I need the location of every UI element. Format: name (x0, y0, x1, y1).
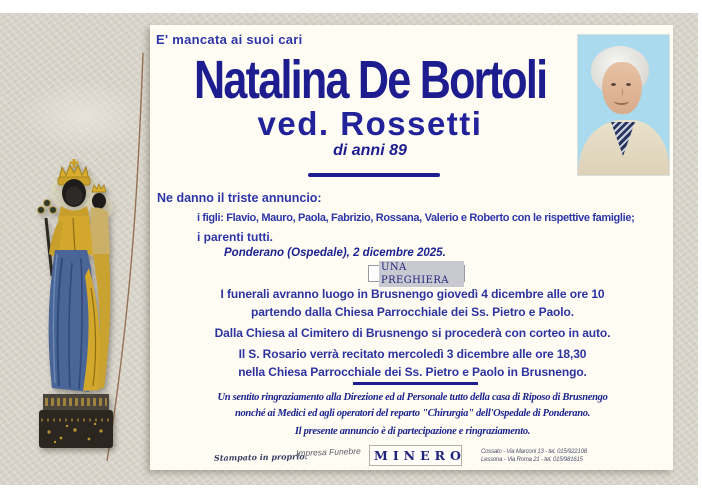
thanks-line: nonché ai Medici ed agli operatori del reparto "Chirurgia" dell'Ospedale di Ponderano. (234, 408, 591, 419)
funeral-line: Il S. Rosario verrà recitato mercoledì 3 dicembre alle ore 18,30 (238, 347, 587, 361)
address-line: Lessona - Via Roma 21 - tel. 015/981615 (481, 456, 583, 463)
portrait-eye (626, 83, 631, 86)
portrait-cardigan (578, 120, 669, 175)
header-underline (308, 173, 440, 177)
thanks-line: Un sentito ringraziamento alla Direzione ed al Personale tutto della casa di Riposo di Brusnengo (217, 392, 608, 403)
prayer-box (368, 261, 465, 286)
family-line: i figli: Flavio, Mauro, Paola, Fabrizio, Rossana, Valerio e Roberto con le rispettive famiglie; (197, 212, 635, 224)
funeral-line: partendo dalla Chiesa Parrocchiale dei Ss. Pietro e Paolo. (251, 305, 574, 319)
relatives-line: i parenti tutti. (197, 230, 273, 244)
funeral-line: I funerali avranno luogo in Brusnengo giovedì 4 dicembre alle ore 10 (220, 287, 605, 301)
business-type-label: Impresa Funebre (295, 445, 361, 459)
portrait-eye (611, 83, 616, 86)
section-divider (353, 382, 478, 385)
deceased-header (150, 25, 590, 159)
place-date-line: Ponderano (Ospedale), 2 dicembre 2025. (224, 247, 446, 259)
address-line: Cossato - Via Marconi 13 - tel. 015/922108 (481, 448, 587, 455)
funeral-home-logo (369, 445, 466, 466)
deceased-name: Natalina De Bortoli (193, 50, 547, 111)
participation-line: Il presente annuncio è di partecipazione e ringraziamento. (294, 426, 531, 437)
portrait-patterned-top (611, 122, 635, 156)
deceased-widow-line: ved. Rossetti (257, 105, 483, 142)
portrait-face (602, 62, 642, 114)
announcement-lead: Ne danno il triste annuncio: (157, 191, 322, 205)
intro-line: E' mancata ai suoi cari (156, 32, 303, 47)
deceased-age-line: di anni 89 (333, 142, 407, 159)
funeral-home-addresses (481, 448, 587, 464)
portrait-nose (619, 88, 623, 96)
funeral-home-name: MINERO (374, 448, 466, 463)
printed-note: Stampato in proprio. (213, 451, 308, 463)
prayer-label: UNA PREGHIERA (379, 261, 464, 287)
funeral-line: Dalla Chiesa al Cimitero di Brusnengo si procederà con corteo in auto. (214, 326, 611, 340)
funeral-line: nella Chiesa Parrocchiale dei Ss. Pietro e Paolo in Brusnengo. (238, 365, 587, 379)
announcement-card (150, 25, 673, 470)
portrait-photo (578, 35, 669, 175)
portrait-smile (614, 97, 629, 105)
madonna-statue-image (30, 158, 120, 450)
